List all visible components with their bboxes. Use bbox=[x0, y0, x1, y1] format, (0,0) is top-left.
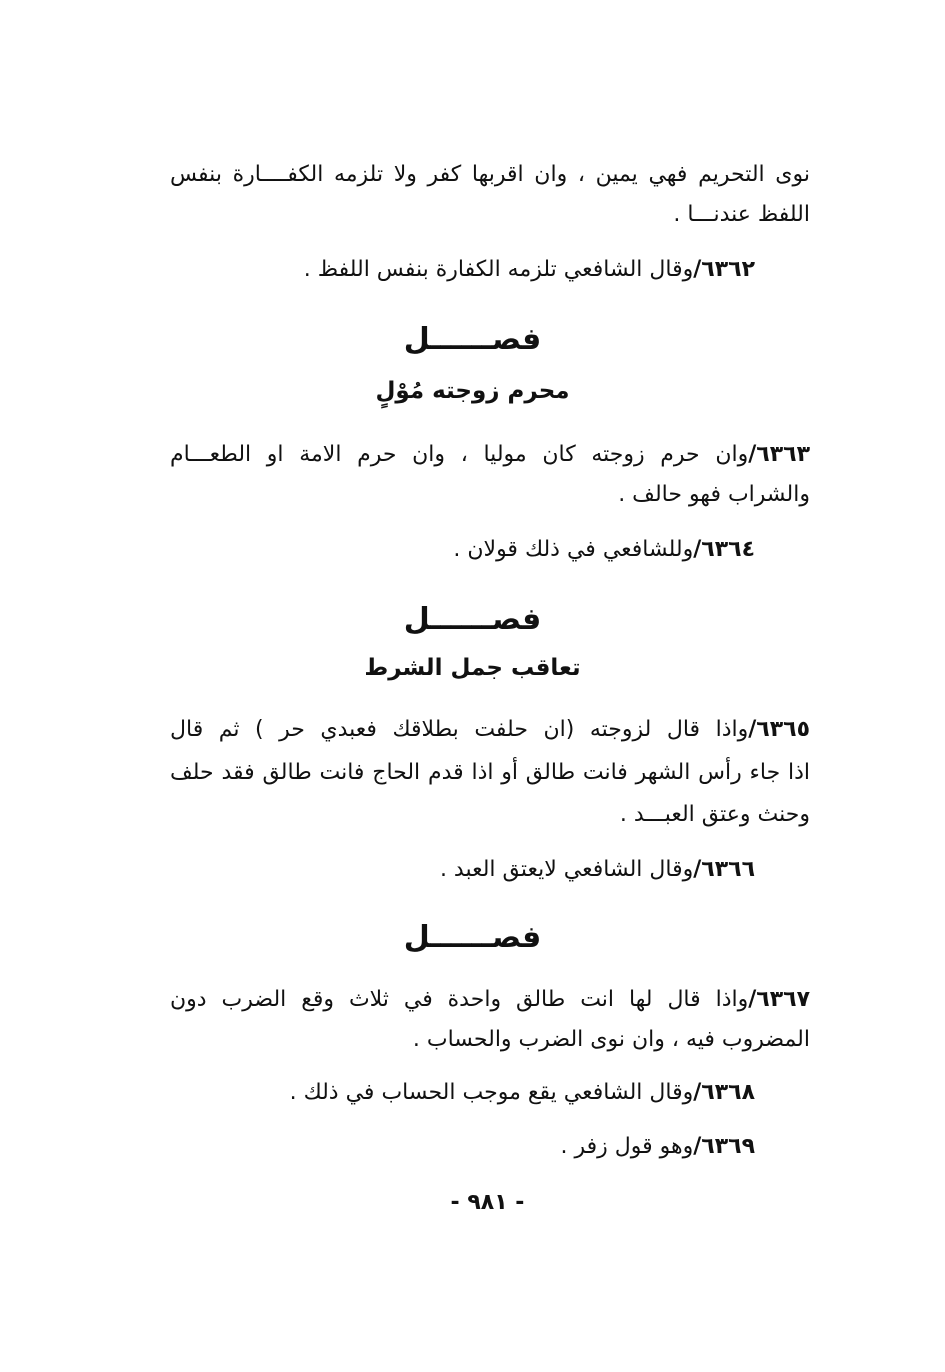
entry-6366 bbox=[440, 855, 755, 885]
entry-number: ٦٣٦٤/ bbox=[693, 537, 755, 562]
entry-number: ٦٣٦٩/ bbox=[693, 1134, 755, 1159]
entry-6368 bbox=[290, 1078, 755, 1108]
entry-6362 bbox=[304, 255, 755, 285]
section-subtitle: تعاقب جمل الشرط bbox=[364, 655, 581, 681]
entry-text: وان حرم زوجته كان موليا ، وان حرم الامة او الطعـــام bbox=[170, 442, 749, 467]
entry-text: واذا قال لزوجته (ان حلفت بطلاقك فعبدي حر ) ثم قال bbox=[170, 717, 749, 742]
body-line: وحنث وعتق العبـــد . bbox=[619, 802, 810, 827]
entry-6364 bbox=[453, 535, 755, 565]
entry-text: وقال الشافعي تلزمه الكفارة بنفس اللفظ . bbox=[303, 257, 694, 282]
entry-6367 bbox=[170, 985, 810, 1015]
body-line: المضروب فيه ، وان نوى الضرب والحساب . bbox=[412, 1027, 810, 1052]
body-line: اذا جاء رأس الشهر فانت طالق أو اذا قدم الحاج فانت طالق فقد حلف bbox=[170, 760, 810, 785]
body-line: نوى التحريم فهي يمين ، وان اقربها كفر ولا تلزمه الكفــــارة بنفس bbox=[170, 162, 810, 187]
section-subtitle: محرم زوجته مُوْلٍ bbox=[375, 378, 570, 404]
entry-number: ٦٣٦٢/ bbox=[693, 257, 755, 282]
entry-number: ٦٣٦٨/ bbox=[693, 1080, 755, 1105]
entry-6365 bbox=[170, 715, 810, 745]
entry-number: ٦٣٦٧/ bbox=[748, 987, 810, 1012]
entry-text: وهو قول زفر . bbox=[560, 1134, 694, 1159]
entry-text: وقال الشافعي يقع موجب الحساب في ذلك . bbox=[289, 1080, 694, 1105]
entry-text: واذا قال لها انت طالق واحدة في ثلاث وقع الضرب دون bbox=[170, 987, 749, 1012]
entry-number: ٦٣٦٦/ bbox=[693, 857, 755, 882]
entry-6363 bbox=[170, 440, 810, 470]
body-line: والشراب فهو حالف . bbox=[618, 482, 810, 507]
entry-number: ٦٣٦٥/ bbox=[748, 717, 810, 742]
entry-text: وللشافعي في ذلك قولان . bbox=[453, 537, 694, 562]
page-number: - ٩٨١ - bbox=[450, 1190, 525, 1215]
section-heading: فصــــــل bbox=[403, 920, 542, 955]
body-line: اللفظ عندنـــا . bbox=[673, 202, 810, 227]
entry-number: ٦٣٦٣/ bbox=[748, 442, 810, 467]
entry-text: وقال الشافعي لايعتق العبد . bbox=[439, 857, 694, 882]
section-heading: فصــــــل bbox=[403, 602, 542, 637]
entry-6369 bbox=[561, 1132, 755, 1162]
section-heading: فصــــــل bbox=[403, 322, 542, 357]
